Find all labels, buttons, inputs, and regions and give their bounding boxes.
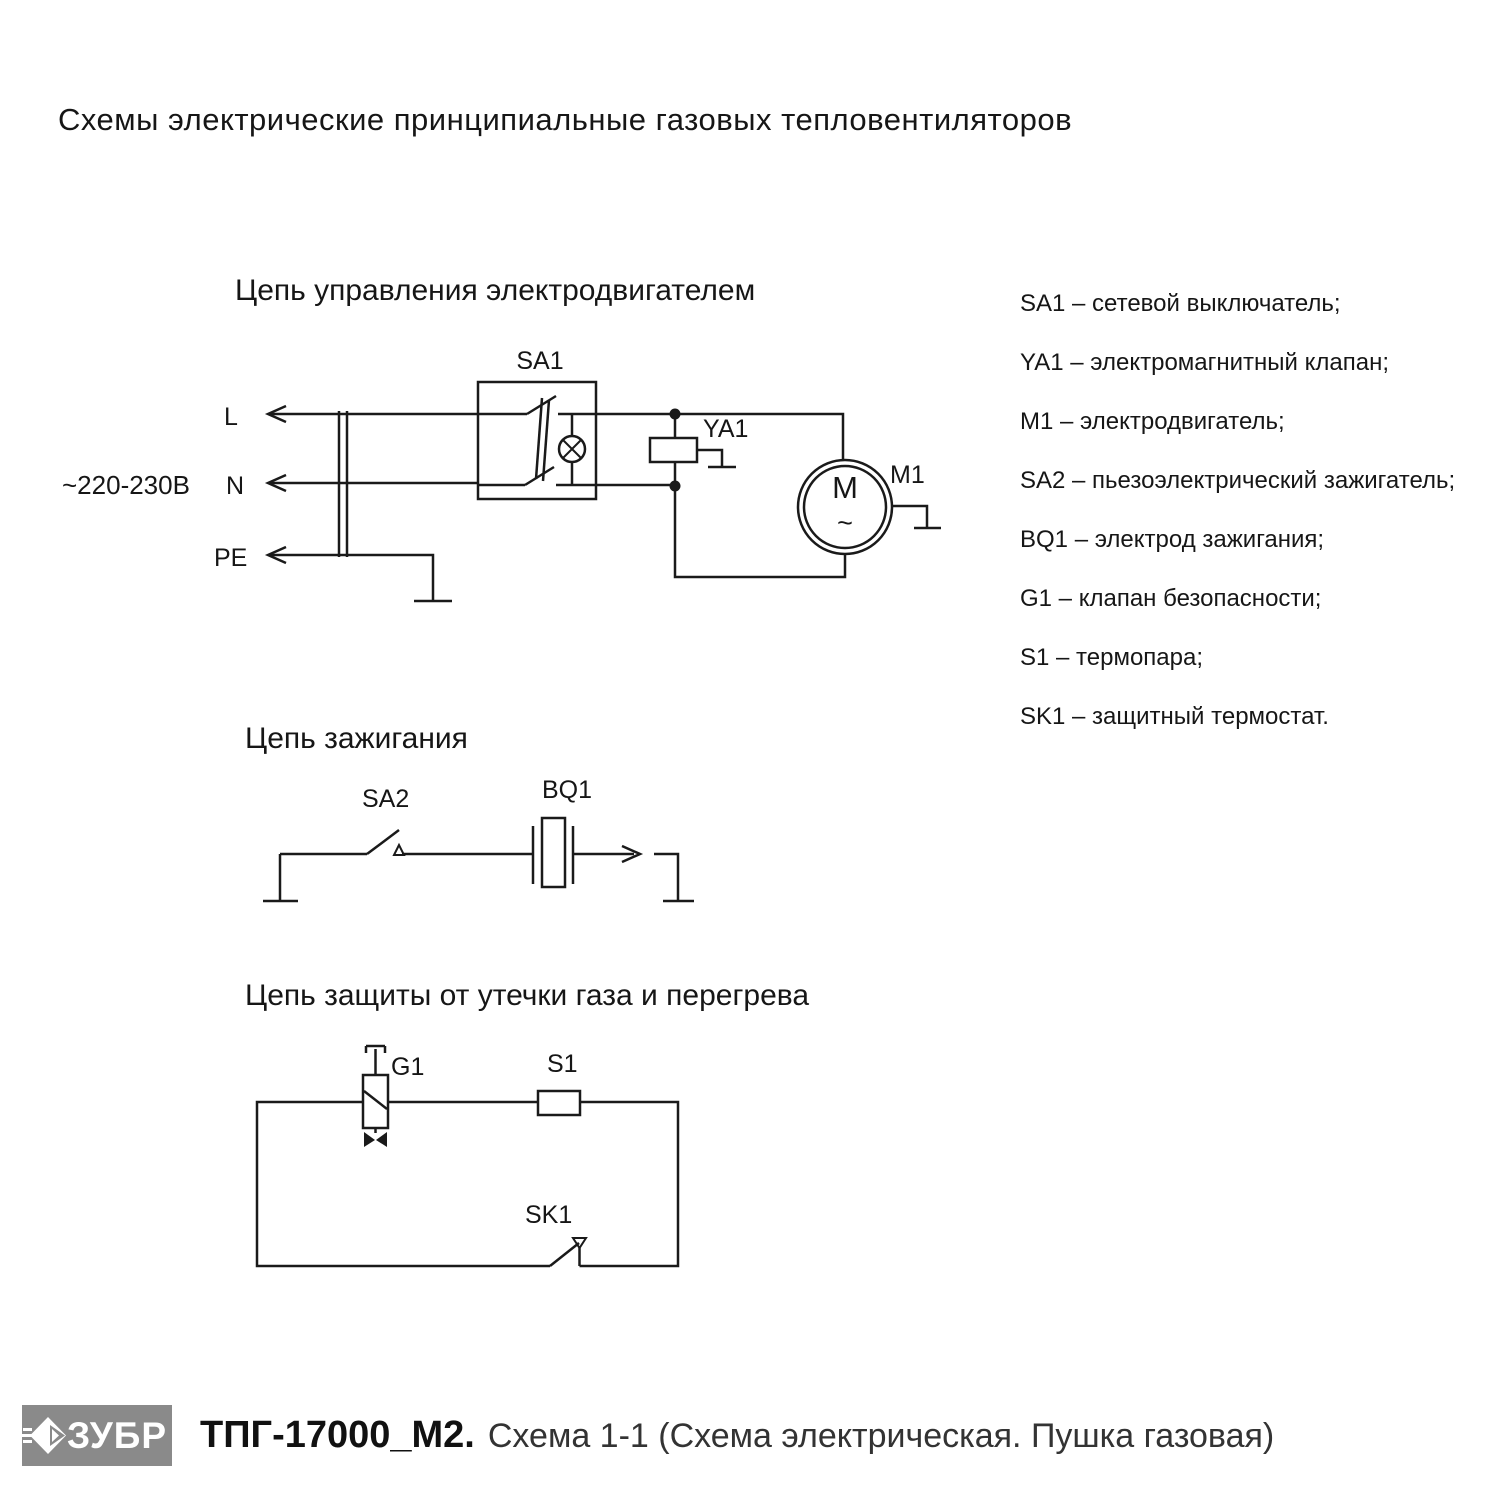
junction-dot: [670, 409, 681, 420]
switch-blade-icon: [367, 830, 399, 854]
page-title: Схемы электрические принципиальные газовых тепловентиляторов: [58, 102, 1073, 137]
sk1-label: SK1: [525, 1201, 573, 1229]
legend-item: G1 – клапан безопасности;: [1020, 585, 1322, 612]
line-l-label: L: [224, 403, 238, 431]
legend-item: S1 – термопара;: [1020, 644, 1204, 671]
legend-item: SA1 – сетевой выключатель;: [1020, 290, 1341, 317]
schema-caption: Схема 1-1 (Схема электрическая. Пушка газовая): [487, 1417, 1275, 1455]
m1-label: M1: [890, 461, 925, 489]
valve-icon: [376, 1132, 387, 1147]
g1-label: G1: [391, 1053, 425, 1081]
valve-icon: [364, 1132, 375, 1147]
component-legend: [1020, 290, 1455, 762]
bq1-label: BQ1: [542, 776, 593, 804]
ya1-label: YA1: [703, 415, 749, 443]
footer-caption-row: [200, 1405, 1274, 1466]
protection-circuit-diagram: [257, 1046, 678, 1266]
sa2-label: SA2: [362, 785, 410, 813]
legend-item: SK1 – защитный термостат.: [1020, 703, 1329, 730]
supply-voltage-label: ~220-230В: [62, 470, 190, 500]
model-number: ТПГ-17000_М2.: [200, 1414, 475, 1456]
ignition-circuit-diagram: [263, 776, 694, 901]
protection-circuit-title: Цепь защиты от утечки газа и перегрева: [245, 979, 810, 1012]
bq1-electrode: [542, 818, 565, 887]
ignition-circuit-title: Цепь зажигания: [245, 722, 468, 755]
s1-thermocouple: [538, 1091, 580, 1115]
switch-blade-icon: [550, 1243, 579, 1266]
motor-letter: M: [832, 470, 858, 505]
legend-item: BQ1 – электрод зажигания;: [1020, 526, 1325, 553]
motor-ac-symbol: ~: [837, 508, 853, 538]
control-circuit-title: Цепь управления электродвигателем: [235, 274, 756, 307]
line-n-label: N: [226, 472, 245, 500]
brand-logo: [22, 1405, 172, 1466]
ya1-coil: [650, 438, 697, 462]
legend-item: M1 – электродвигатель;: [1020, 408, 1285, 435]
brand-name: ЗУБР: [66, 1415, 168, 1456]
line-pe-label: PE: [214, 544, 248, 572]
s1-label: S1: [547, 1050, 578, 1078]
sa1-label: SA1: [516, 347, 564, 375]
control-circuit-diagram: [62, 347, 941, 601]
legend-item: YA1 – электромагнитный клапан;: [1020, 349, 1390, 376]
legend-item: SA2 – пьезоэлектрический зажигатель;: [1020, 467, 1456, 494]
